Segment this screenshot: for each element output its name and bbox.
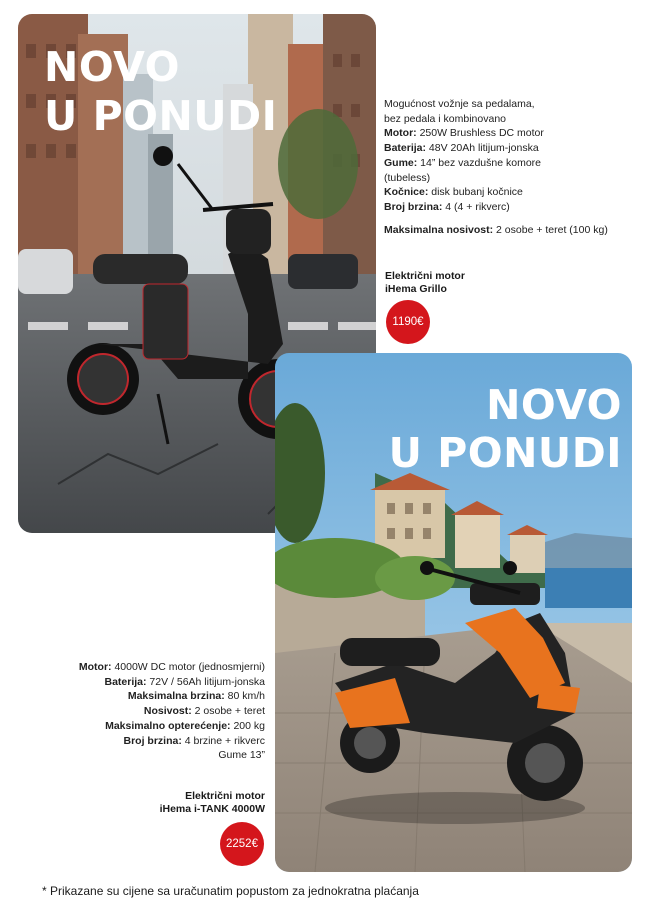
spec-label: Motor:	[78, 661, 112, 673]
offer1-intro-line1: Mogućnost vožnje sa pedalama,	[384, 98, 535, 110]
offer1-intro-line2: bez pedala i kombinovano	[384, 112, 507, 125]
offer2-spec-row	[40, 719, 265, 734]
offer2-spec-row	[40, 675, 265, 690]
spec-value: Gume 13”	[218, 749, 265, 762]
offer1-headline-line1: NOVO	[44, 43, 180, 91]
spec-label: Nosivost:	[143, 705, 192, 718]
spec-value: 48V 20Ah litijum-jonska	[426, 142, 539, 155]
offer1-product-line1: Električni motor	[385, 270, 465, 282]
spec-label: Broj brzina:	[123, 734, 182, 747]
offer2-spec-row	[40, 704, 265, 719]
offer1-spec-row	[384, 200, 634, 215]
spec-value: 4 brzine + rikverc	[181, 734, 265, 747]
spec-label: Gume:	[384, 156, 418, 169]
spec-value: 2 osobe + teret (100 kg)	[493, 224, 608, 236]
offer1-spec-row	[384, 156, 634, 171]
offer1-spec-row	[384, 141, 634, 156]
offer1-max-load	[384, 223, 634, 238]
spec-label: Baterija:	[104, 675, 147, 688]
spec-label: Maksimalna brzina:	[127, 690, 225, 703]
spec-value: 4 (4 + rikverc)	[442, 200, 510, 213]
offer2-spec-row	[40, 660, 265, 675]
offer2-spec-list	[40, 660, 265, 763]
spec-label: Maksimalno opterećenje:	[105, 719, 231, 732]
spec-value: 2 osobe + teret	[191, 705, 265, 718]
spec-label: Kočnice:	[384, 186, 429, 199]
offer1-spec-row	[384, 126, 634, 141]
offer1-spec-row	[384, 171, 634, 186]
offer2-product-line2: iHema i-TANK 4000W	[159, 803, 265, 815]
offer2-spec-row	[40, 689, 265, 704]
spec-label: Motor:	[384, 127, 417, 140]
offer1-spec-list	[384, 97, 634, 215]
spec-value: 72V / 56Ah litijum-jonska	[146, 675, 265, 688]
offer1-headline-line2: U PONUDI	[44, 92, 278, 140]
offer2-headline-line1: NOVO	[486, 381, 622, 429]
spec-label: Broj brzina:	[384, 200, 443, 213]
offer2-product-line1: Električni motor	[185, 790, 265, 802]
spec-value: (tubeless)	[384, 171, 431, 184]
pricing-footnote: * Prikazane su cijene sa uračunatim popustom za jednokratna plaćanja	[42, 884, 419, 898]
offer1-spec-row	[384, 185, 634, 200]
spec-value: 200 kg	[230, 719, 265, 732]
spec-value: 14” bez vazdušne komore	[417, 156, 541, 169]
offer2-price-badge: 2252€	[220, 822, 264, 866]
offer2-spec-row	[40, 734, 265, 749]
offer1-product-line2: iHema Grillo	[385, 283, 447, 295]
spec-value: 250W Brushless DC motor	[416, 127, 544, 140]
spec-label: Maksimalna nosivost:	[384, 224, 494, 236]
offer1-product-name	[385, 270, 465, 296]
offer1-price-badge: 1190€	[386, 300, 430, 344]
spec-value: disk bubanj kočnice	[428, 186, 523, 199]
offer2-headline-line2: U PONUDI	[388, 429, 622, 477]
offer2-product-name	[130, 790, 265, 816]
spec-value: 4000W DC motor (jednosmjerni)	[111, 661, 265, 673]
spec-value: 80 km/h	[224, 690, 265, 703]
offer2-spec-row	[40, 748, 265, 763]
spec-label: Baterija:	[384, 142, 427, 155]
